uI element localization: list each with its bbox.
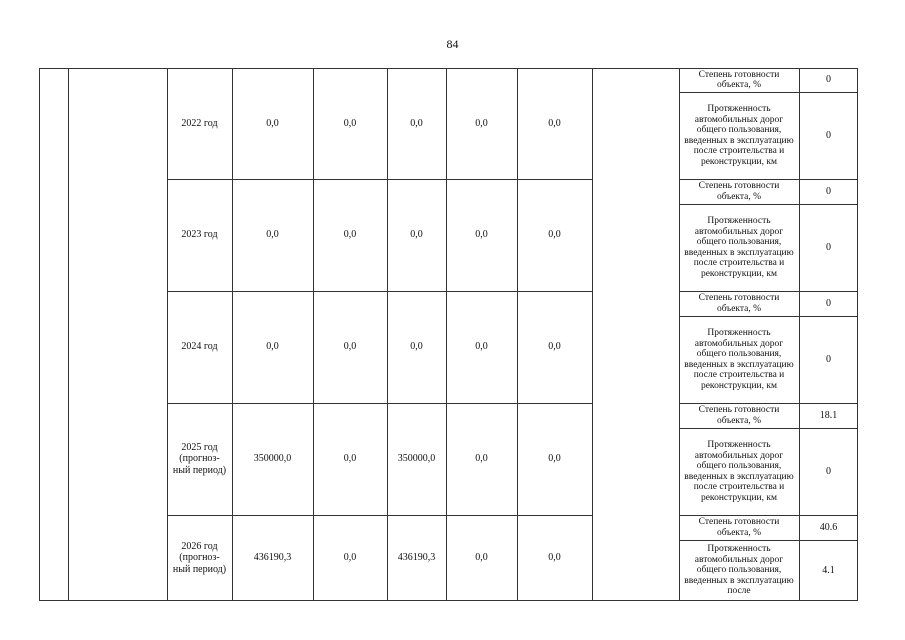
amount-cell: 350000,0 bbox=[397, 453, 436, 465]
indicator-name: Протяженность автомобильных дорог общего пользования, введенных в эксплуатацию после строительства и реконструкции, км bbox=[684, 104, 794, 167]
indicator-name: Степень готовности объекта, % bbox=[698, 405, 780, 426]
indicator-value: 0 bbox=[826, 74, 831, 86]
indicator-name: Протяженность автомобильных дорог общего пользования, введенных в эксплуатацию после строительства и реконструкции, км bbox=[684, 328, 794, 391]
amount-cell: 0,0 bbox=[475, 117, 488, 129]
amount-cell: 0,0 bbox=[548, 117, 561, 129]
indicator-name: Протяженность автомобильных дорог общего пользования, введенных в эксплуатацию после строительства и реконструкции, км bbox=[684, 216, 794, 279]
year-cell: 2025 год (прогноз-ный период) bbox=[172, 441, 227, 476]
indicator-value: 0 bbox=[826, 129, 831, 141]
total-cell: 0,0 bbox=[266, 229, 279, 241]
indicator-name: Степень готовности объекта, % bbox=[698, 181, 780, 202]
year-cell: 2024 год bbox=[181, 341, 218, 353]
indicator-name: Степень готовности объекта, % bbox=[698, 293, 780, 314]
amount-cell: 0,0 bbox=[475, 229, 488, 241]
total-cell: 0,0 bbox=[266, 341, 279, 353]
total-cell: 436190,3 bbox=[253, 552, 292, 564]
indicator-value: 0 bbox=[826, 241, 831, 253]
amount-cell: 0,0 bbox=[343, 117, 357, 129]
table-vline bbox=[68, 68, 69, 601]
amount-cell: 0,0 bbox=[410, 229, 423, 241]
amount-cell: 0,0 bbox=[410, 341, 423, 353]
indicator-value: 40.6 bbox=[819, 521, 838, 533]
indicator-value: 18.1 bbox=[819, 409, 838, 421]
table-vline bbox=[39, 68, 40, 601]
amount-cell: 0,0 bbox=[548, 453, 561, 465]
amount-cell: 0,0 bbox=[343, 229, 357, 241]
page-number: 84 bbox=[446, 37, 459, 51]
year-cell: 2023 год bbox=[181, 229, 218, 241]
amount-cell: 0,0 bbox=[548, 552, 561, 564]
financing-table bbox=[39, 68, 858, 601]
indicator-value: 0 bbox=[826, 297, 831, 309]
indicator-name: Протяженность автомобильных дорог общего пользования, введенных в эксплуатацию после строительства и реконструкции, км bbox=[684, 440, 794, 503]
year-cell: 2022 год bbox=[181, 117, 218, 129]
amount-cell: 0,0 bbox=[343, 341, 357, 353]
amount-cell: 0,0 bbox=[475, 552, 488, 564]
indicator-value: 4.1 bbox=[822, 564, 835, 576]
indicator-name: Степень готовности объекта, % bbox=[698, 517, 780, 538]
amount-cell: 0,0 bbox=[475, 341, 488, 353]
amount-cell: 0,0 bbox=[343, 453, 357, 465]
indicator-value: 0 bbox=[826, 185, 831, 197]
amount-cell: 0,0 bbox=[410, 117, 423, 129]
indicator-name: Протяженность автомобильных дорог общего пользования, введенных в эксплуатацию после bbox=[684, 544, 794, 597]
table-vline bbox=[592, 68, 593, 601]
total-cell: 350000,0 bbox=[253, 453, 292, 465]
amount-cell: 0,0 bbox=[548, 341, 561, 353]
amount-cell: 436190,3 bbox=[397, 552, 436, 564]
amount-cell: 0,0 bbox=[548, 229, 561, 241]
year-cell: 2026 год (прогноз-ный период) bbox=[172, 540, 227, 575]
indicator-name: Степень готовности объекта, % bbox=[698, 69, 780, 90]
total-cell: 0,0 bbox=[266, 117, 279, 129]
amount-cell: 0,0 bbox=[343, 552, 357, 564]
indicator-value: 0 bbox=[826, 353, 831, 365]
amount-cell: 0,0 bbox=[475, 453, 488, 465]
indicator-value: 0 bbox=[826, 465, 831, 477]
